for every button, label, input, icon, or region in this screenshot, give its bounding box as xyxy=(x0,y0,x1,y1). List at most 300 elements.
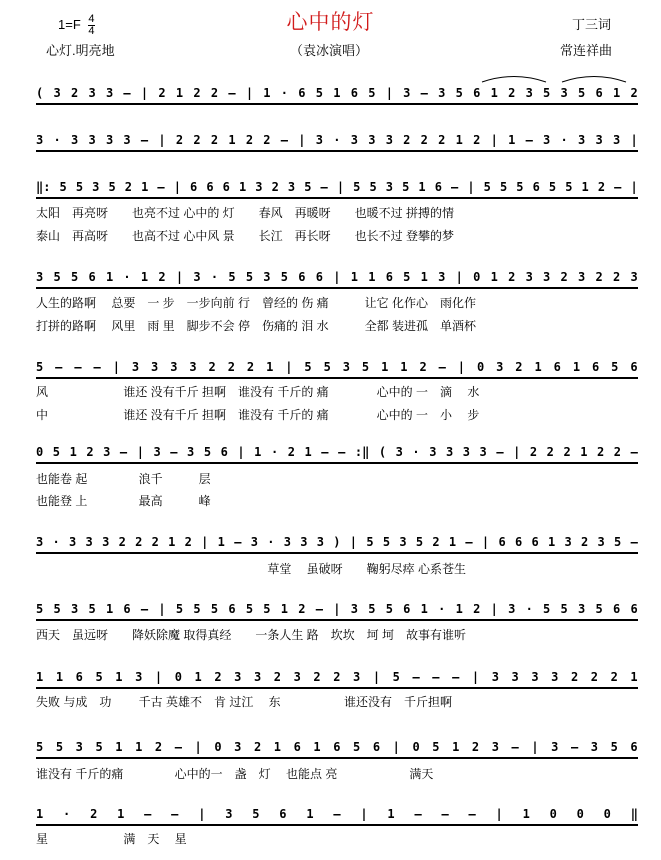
note-symbol: 2 xyxy=(253,740,262,754)
note-symbol: 1 xyxy=(217,535,225,549)
note-symbol: 1 xyxy=(280,602,289,616)
note-symbol: – xyxy=(144,807,152,821)
note-symbol: 1 xyxy=(630,670,638,684)
note-symbol: 2 xyxy=(214,670,222,684)
note-symbol: · xyxy=(210,270,219,284)
barline: | xyxy=(392,740,400,754)
note-symbol: – xyxy=(525,133,533,147)
composer-credit: 常连祥曲 xyxy=(560,43,613,58)
singer-credit: （袁冰演唱） xyxy=(290,43,369,58)
note-symbol: 5 xyxy=(610,740,618,754)
note-symbol: 2 xyxy=(184,535,192,549)
notation-row xyxy=(36,443,638,464)
note-symbol: 3 xyxy=(496,360,504,374)
note-symbol: 5 xyxy=(402,180,410,194)
note-symbol: – xyxy=(441,807,449,821)
note-symbol: 5 xyxy=(432,740,440,754)
note-symbol: 3 xyxy=(578,602,586,616)
note-symbol: · xyxy=(412,445,420,459)
note-symbol: – xyxy=(234,535,242,549)
lyric-line: 草堂 虽破呀 鞠躬尽瘁 心系苍生 xyxy=(36,562,467,576)
note-symbol: 3 xyxy=(250,535,258,549)
note-symbol: 6 xyxy=(123,602,131,616)
note-symbol: 5 xyxy=(353,740,361,754)
note-symbol: 5 xyxy=(53,602,61,616)
note-symbol: – xyxy=(119,445,128,459)
barline: | xyxy=(385,86,393,100)
note-symbol: 2 xyxy=(151,535,159,549)
note-symbol: 6 xyxy=(473,86,481,100)
note-symbol: · xyxy=(267,535,275,549)
note-symbol: 1 xyxy=(105,270,114,284)
note-symbol: 5 xyxy=(565,180,573,194)
barline: | xyxy=(237,445,245,459)
note-symbol: 6 xyxy=(630,360,638,374)
note-symbol: – xyxy=(420,86,428,100)
note-symbol: 5 xyxy=(611,360,619,374)
barline: | xyxy=(481,535,490,549)
lyricist-credit: 丁三词 xyxy=(572,17,612,32)
note-symbol: 5 xyxy=(53,270,61,284)
note-symbol: · xyxy=(280,86,289,100)
barline: | xyxy=(140,86,149,100)
note-symbol: 2 xyxy=(420,133,428,147)
note-symbol: 6 xyxy=(206,180,214,194)
note-symbol: 5 xyxy=(108,180,116,194)
note-symbol: 5 xyxy=(228,270,236,284)
note-symbol: 1 xyxy=(55,670,64,684)
note-symbol: 2 xyxy=(70,86,79,100)
note-symbol: 1 xyxy=(175,86,184,100)
barline: | xyxy=(333,602,341,616)
notation-row xyxy=(36,533,638,554)
lyric-line: 也能卷 起 浪千 层 xyxy=(36,472,211,486)
barline: | xyxy=(349,535,358,549)
note-symbol: 3 xyxy=(597,535,605,549)
note-symbol: 3 xyxy=(283,535,291,549)
note-symbol: 1 xyxy=(547,535,556,549)
note-symbol: 6 xyxy=(532,180,540,194)
note-symbol: 3 xyxy=(225,807,233,821)
lyric-line: 人生的路啊 总要 一 步 一步向前 行 曾经的 伤 痛 让它 化作心 雨化作 xyxy=(36,296,477,310)
note-symbol: 2 xyxy=(86,445,94,459)
note-symbol: 1 xyxy=(69,445,77,459)
note-symbol: 3 xyxy=(293,670,301,684)
note-symbol: 1 xyxy=(140,270,149,284)
barline: | xyxy=(513,445,521,459)
barline: | xyxy=(333,270,341,284)
song-title: 心中的灯 xyxy=(286,11,375,34)
lyric-line: 打拼的路啊 风里 雨 里 脚步不会 停 伤痛的 泪 水 全都 装进孤 单酒杯 xyxy=(36,319,477,333)
note-symbol: 3 xyxy=(462,445,470,459)
note-symbol: 2 xyxy=(210,86,219,100)
note-symbol: 5 xyxy=(52,445,61,459)
note-symbol: 5 xyxy=(516,180,524,194)
note-symbol: 3 xyxy=(564,535,572,549)
note-symbol: 1 xyxy=(105,602,114,616)
note-symbol: 3 xyxy=(316,535,324,549)
note-symbol: 5 xyxy=(543,602,551,616)
note-symbol: 3 xyxy=(103,445,111,459)
notation-row xyxy=(36,268,638,289)
note-symbol: 1 xyxy=(612,86,621,100)
note-symbol: 6 xyxy=(350,86,358,100)
note-symbol: 1 xyxy=(36,670,44,684)
note-symbol: 1 xyxy=(304,445,312,459)
note-symbol: 2 xyxy=(590,670,598,684)
note-symbol: 5 xyxy=(415,535,424,549)
note-symbol: 5 xyxy=(369,180,377,194)
note-symbol: 6 xyxy=(293,740,301,754)
barline: ‖ xyxy=(630,807,638,821)
barline: | xyxy=(175,270,184,284)
note-symbol: – xyxy=(123,86,131,100)
note-symbol: – xyxy=(321,445,329,459)
barline: | xyxy=(495,807,503,821)
note-symbol: 5 xyxy=(252,807,260,821)
note-symbol: 2 xyxy=(508,270,516,284)
note-symbol: 3 xyxy=(170,360,178,374)
note-symbol: 1 xyxy=(273,740,281,754)
note-symbol: 1 xyxy=(381,360,389,374)
note-symbol: 3 xyxy=(612,133,621,147)
notation-row xyxy=(36,668,638,689)
barline: | xyxy=(112,360,120,374)
note-symbol: 5 xyxy=(614,535,622,549)
note-symbol: 3 xyxy=(403,86,411,100)
note-symbol: 5 xyxy=(578,86,586,100)
note-symbol: 3 xyxy=(123,133,131,147)
note-symbol: 3 xyxy=(531,670,539,684)
note-symbol: 3 xyxy=(525,270,533,284)
note-symbol: 1 xyxy=(313,740,321,754)
note-symbol: 2 xyxy=(508,86,516,100)
note-symbol: 5 xyxy=(366,535,374,549)
note-symbol: 2 xyxy=(298,602,306,616)
note-symbol: 5 xyxy=(353,180,361,194)
tuplet-bracket-icon xyxy=(480,70,640,84)
note-symbol: 6 xyxy=(630,602,638,616)
note-symbol: 5 xyxy=(382,535,391,549)
note-symbol: 1 xyxy=(168,535,176,549)
note-symbol: 2 xyxy=(273,670,281,684)
barline: | xyxy=(194,740,202,754)
lyric-line: 失败 与成 功 千古 英雄不 肯 过江 东 谁还没有 千斤担啊 xyxy=(36,695,453,709)
note-symbol: 3 xyxy=(491,670,499,684)
note-symbol: 2 xyxy=(154,740,163,754)
note-symbol: 2 xyxy=(438,133,446,147)
note-symbol: 2 xyxy=(333,670,341,684)
note-symbol: 6 xyxy=(591,360,600,374)
note-symbol: 0 xyxy=(36,445,44,459)
note-symbol: 5 xyxy=(36,602,44,616)
note-symbol: 1 xyxy=(455,602,463,616)
note-symbol: 1 xyxy=(580,445,588,459)
notation-row xyxy=(36,600,638,621)
note-symbol: 1 xyxy=(490,86,498,100)
note-symbol: 5 xyxy=(403,270,411,284)
note-symbol: 3 xyxy=(395,445,403,459)
note-symbol: 6 xyxy=(298,270,306,284)
note-symbol: 3 xyxy=(193,270,201,284)
note-symbol: 2 xyxy=(263,133,271,147)
note-symbol: 0 xyxy=(549,807,557,821)
note-symbol: 2 xyxy=(124,180,133,194)
note-symbol: 2 xyxy=(597,445,605,459)
note-symbol: 3 xyxy=(36,133,44,147)
note-symbol: ( xyxy=(36,86,44,100)
time-numerator: 4 xyxy=(88,13,95,25)
barline: | xyxy=(455,270,463,284)
note-symbol: 2 xyxy=(135,535,143,549)
barline: | xyxy=(360,807,368,821)
note-symbol: 3 xyxy=(438,86,446,100)
note-symbol: 5 xyxy=(543,86,551,100)
note-symbol: 2 xyxy=(595,270,603,284)
barline: | xyxy=(467,180,475,194)
note-symbol: 5 xyxy=(368,602,376,616)
note-symbol: 0 xyxy=(576,807,584,821)
note-symbol: 5 xyxy=(210,602,219,616)
note-symbol: 3 xyxy=(85,535,93,549)
note-symbol: 3 xyxy=(350,602,358,616)
note-symbol: 0 xyxy=(603,807,611,821)
note-symbol: 5 xyxy=(95,740,103,754)
note-symbol: 2 xyxy=(471,740,480,754)
note-symbol: 2 xyxy=(175,133,184,147)
note-symbol: 3 xyxy=(445,445,454,459)
note-symbol: 6 xyxy=(498,535,506,549)
note-symbol: 1 xyxy=(238,180,247,194)
note-symbol: 6 xyxy=(630,740,638,754)
note-symbol: 1 xyxy=(306,807,314,821)
note-symbol: 3 xyxy=(508,602,516,616)
note-symbol: – xyxy=(338,445,346,459)
lyric-line: 中 谁还 没有千斤 担啊 谁没有 千斤的 痛 心中的 一 小 步 xyxy=(36,408,480,422)
note-symbol: 5 xyxy=(193,602,201,616)
note-symbol: 3 xyxy=(551,670,559,684)
note-symbol: 5 xyxy=(385,602,393,616)
barline: | xyxy=(198,807,206,821)
note-symbol: – xyxy=(468,807,476,821)
note-symbol: 5 xyxy=(595,602,603,616)
notation-row xyxy=(36,131,638,152)
note-symbol: 2 xyxy=(432,535,440,549)
note-symbol: 5 xyxy=(175,602,184,616)
note-symbol: – xyxy=(451,180,459,194)
note-symbol: 3 xyxy=(385,180,394,194)
note-symbol: 2 xyxy=(158,270,166,284)
notation-row xyxy=(36,84,638,105)
note-symbol: 3 xyxy=(70,133,79,147)
note-symbol: – xyxy=(170,445,178,459)
note-symbol: 6 xyxy=(595,86,603,100)
note-symbol: 3 xyxy=(438,270,446,284)
note-symbol: – xyxy=(171,807,179,821)
note-symbol: 6 xyxy=(190,180,198,194)
note-symbol: 3 xyxy=(234,670,242,684)
note-symbol: 1 xyxy=(534,360,542,374)
note-symbol: 0 xyxy=(412,740,420,754)
note-symbol: 2 xyxy=(612,270,621,284)
note-symbol: 1 xyxy=(254,445,262,459)
note-symbol: 5 xyxy=(483,180,491,194)
note-symbol: 5 xyxy=(560,602,568,616)
note-symbol: 3 xyxy=(578,133,586,147)
notation-row xyxy=(36,805,638,826)
note-symbol: 0 xyxy=(214,740,222,754)
note-symbol: 3 xyxy=(342,360,350,374)
note-symbol: · xyxy=(333,133,341,147)
note-symbol: 2 xyxy=(610,670,618,684)
note-symbol: – xyxy=(438,360,446,374)
note-symbol: 2 xyxy=(90,807,98,821)
note-symbol: 3 xyxy=(590,740,598,754)
note-symbol: 6 xyxy=(228,602,236,616)
note-symbol: – xyxy=(320,180,328,194)
key-label: 1=F xyxy=(58,16,81,32)
note-symbol: – xyxy=(333,807,341,821)
barline: | xyxy=(154,670,163,684)
note-symbol: 3 xyxy=(135,670,143,684)
note-symbol: 6 xyxy=(279,807,287,821)
note-symbol: · xyxy=(53,133,61,147)
note-symbol: 3 xyxy=(287,180,296,194)
note-symbol: 5 xyxy=(315,86,323,100)
lyric-line: 风 谁还 没有千斤 担啊 谁没有 千斤的 痛 心中的 一 滴 水 xyxy=(36,385,480,399)
note-symbol: 1 xyxy=(263,86,271,100)
note-symbol: 5 xyxy=(304,180,312,194)
note-symbol: 1 xyxy=(115,670,123,684)
note-symbol: 5 xyxy=(59,180,67,194)
note-symbol: 3 xyxy=(399,535,407,549)
note-symbol: 3 xyxy=(350,133,358,147)
note-symbol: · xyxy=(438,602,446,616)
lyric-line: 西天 虽远呀 降妖除魔 取得真经 一条人生 路 坎坎 坷 坷 故事有谁听 xyxy=(36,628,467,642)
note-symbol: 1 xyxy=(581,180,589,194)
note-symbol: 1 xyxy=(141,180,149,194)
note-symbol: 6 xyxy=(531,535,539,549)
note-symbol: – xyxy=(55,360,63,374)
note-symbol: 1 xyxy=(333,86,341,100)
barline: | xyxy=(336,180,345,194)
note-symbol: 3 xyxy=(105,86,114,100)
note-symbol: 6 xyxy=(298,86,306,100)
note-symbol: 1 xyxy=(420,602,428,616)
note-symbol: 1 xyxy=(490,270,498,284)
note-symbol: 3 xyxy=(75,740,83,754)
note-symbol: 5 xyxy=(263,602,271,616)
note-symbol: · xyxy=(560,133,568,147)
barline: | xyxy=(158,133,166,147)
note-symbol: 3 xyxy=(102,535,110,549)
lyric-line: 泰山 再高呀 也高不过 心中风 景 长江 再长呀 也长不过 登攀的梦 xyxy=(36,229,455,243)
note-symbol: · xyxy=(270,445,279,459)
note-symbol: ( xyxy=(378,445,387,459)
note-symbol: 1 xyxy=(350,270,358,284)
note-symbol: 1 xyxy=(228,133,236,147)
note-symbol: 3 xyxy=(429,445,437,459)
note-symbol: 0 xyxy=(174,670,182,684)
note-symbol: 3 xyxy=(255,180,263,194)
note-symbol: 5 xyxy=(361,360,370,374)
note-symbol: 2 xyxy=(210,133,219,147)
note-symbol: 1 xyxy=(266,360,274,374)
note-symbol: 6 xyxy=(372,740,381,754)
note-symbol: – xyxy=(140,602,149,616)
note-symbol: 6 xyxy=(75,670,83,684)
note-symbol: – xyxy=(630,445,638,459)
note-symbol: 1 xyxy=(387,807,395,821)
note-symbol: 6 xyxy=(553,360,561,374)
notation-row xyxy=(36,358,638,379)
note-symbol: 1 xyxy=(522,807,530,821)
note-symbol: – xyxy=(414,807,422,821)
note-symbol: 3 xyxy=(53,86,61,100)
note-symbol: 0 xyxy=(473,270,481,284)
note-symbol: 3 xyxy=(353,670,361,684)
note-symbol: – xyxy=(140,133,149,147)
note-symbol: 3 xyxy=(479,445,487,459)
note-symbol: 3 xyxy=(234,740,242,754)
note-symbol: 3 xyxy=(300,535,308,549)
note-symbol: 1 xyxy=(117,807,125,821)
tempo-marking: 心灯.明亮地 xyxy=(46,43,115,58)
note-symbol: · xyxy=(52,535,60,549)
barline: | xyxy=(136,445,144,459)
note-symbol: 3 xyxy=(36,535,44,549)
note-symbol: 5 xyxy=(280,270,289,284)
lyric-line: 太阳 再亮呀 也亮不过 心中的 灯 春风 再暖呀 也暖不过 拼搏的情 xyxy=(36,206,455,220)
note-symbol: – xyxy=(511,740,519,754)
note-symbol: 3 xyxy=(315,133,323,147)
note-symbol: 3 xyxy=(630,270,638,284)
note-symbol: 5 xyxy=(499,180,508,194)
note-symbol: 2 xyxy=(158,86,166,100)
barline: | xyxy=(285,360,293,374)
note-symbol: 2 xyxy=(546,445,554,459)
note-symbol: 5 xyxy=(548,180,557,194)
note-symbol: 1 xyxy=(368,270,376,284)
note-symbol: 5 xyxy=(245,270,254,284)
note-symbol: 5 xyxy=(36,360,44,374)
note-symbol: 2 xyxy=(515,360,523,374)
note-symbol: 2 xyxy=(570,670,579,684)
note-symbol: 2 xyxy=(581,535,589,549)
note-symbol: 2 xyxy=(313,670,321,684)
note-symbol: 1 xyxy=(400,360,408,374)
note-symbol: 2 xyxy=(245,133,254,147)
note-symbol: 0 xyxy=(476,360,485,374)
barline: | xyxy=(201,535,209,549)
note-symbol: – xyxy=(315,602,323,616)
note-symbol: – xyxy=(432,670,440,684)
note-symbol: ) xyxy=(333,535,341,549)
note-symbol: – xyxy=(280,133,289,147)
note-symbol: 3 xyxy=(595,133,603,147)
note-symbol: 2 xyxy=(193,133,201,147)
note-symbol: 6 xyxy=(222,180,230,194)
barline: | xyxy=(372,670,381,684)
note-symbol: – xyxy=(174,740,182,754)
note-symbol: 2 xyxy=(193,86,201,100)
note-symbol: 2 xyxy=(118,535,126,549)
note-symbol: 6 xyxy=(514,535,523,549)
note-symbol: 1 xyxy=(455,133,463,147)
note-symbol: 3 xyxy=(491,740,499,754)
note-symbol: 5 xyxy=(245,602,254,616)
barline: | xyxy=(630,180,638,194)
